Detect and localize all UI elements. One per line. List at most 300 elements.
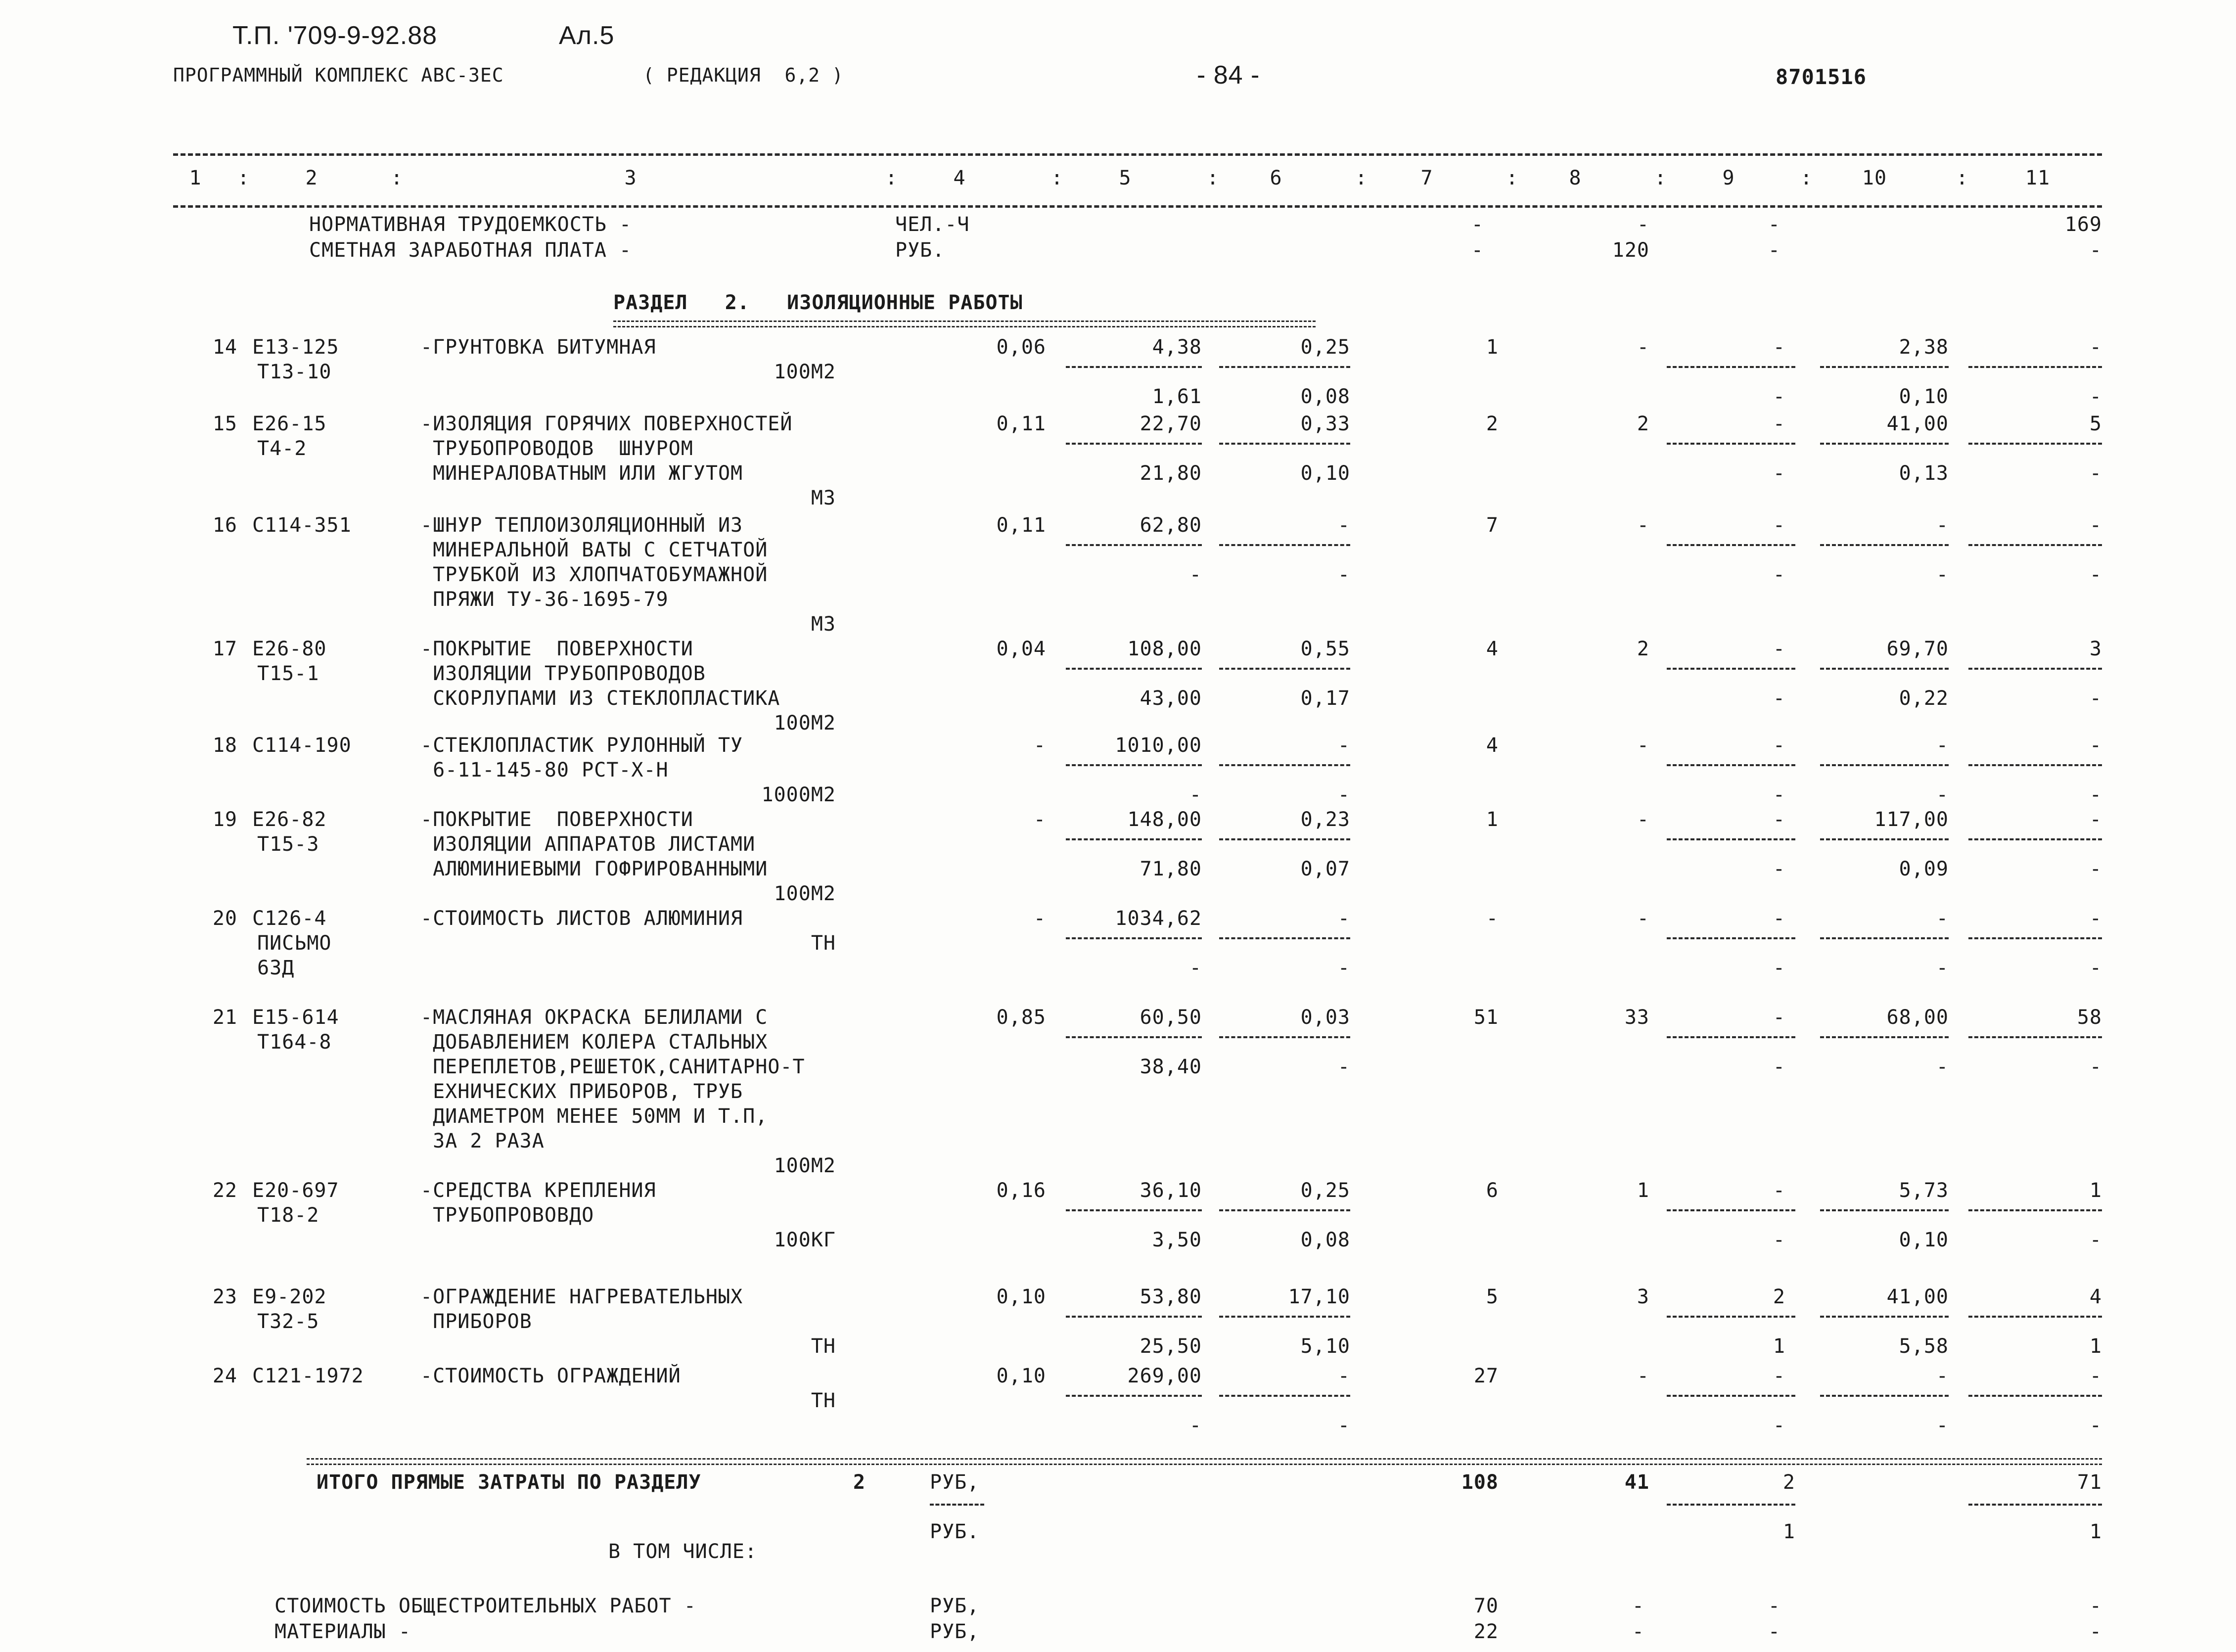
row-col5: 62,80 (1140, 514, 1202, 537)
row-col8: - (1637, 907, 1649, 930)
row-col11: - (2089, 336, 2102, 359)
row-code: Е26-15 (252, 413, 327, 435)
row-code: Е13-125 (252, 336, 339, 359)
row-code: Т15-1 (257, 662, 319, 685)
row-unit: 100М2 (774, 361, 836, 383)
row-col9: - (1773, 413, 1785, 435)
row-col5-sub: 43,00 (1140, 687, 1202, 710)
summary-col8: 120 (1612, 239, 1649, 262)
column-separator: : (1207, 167, 1220, 189)
row-underline (1820, 544, 1949, 546)
row-col10: 41,00 (1886, 413, 1949, 435)
row-col7: 7 (1486, 514, 1499, 537)
row-col7: 6 (1486, 1179, 1499, 1202)
row-col11: 3 (2089, 638, 2102, 660)
row-col11-sub: - (2089, 385, 2102, 408)
row-underline (1667, 1395, 1795, 1397)
summary-label: СМЕТНАЯ ЗАРАБОТНАЯ ПЛАТА - (309, 239, 632, 262)
row-unit: 1000М2 (761, 783, 836, 806)
row-underline (1820, 443, 1949, 445)
row-description: -ГРУНТОВКА БИТУМНАЯ (420, 336, 656, 359)
row-col11-sub: 1 (2089, 1335, 2102, 1358)
row-col9-sub: - (1773, 385, 1785, 408)
section-title-underline (613, 321, 1316, 327)
summary-col7: - (1471, 239, 1484, 262)
column-separator: : (885, 167, 898, 189)
row-col6-sub: - (1337, 957, 1350, 979)
row-col9: - (1773, 638, 1785, 660)
row-col11: - (2089, 907, 2102, 930)
totals-underline (1968, 1504, 2102, 1506)
program-edition: ( РЕДАКЦИЯ 6,2 ) (643, 64, 844, 86)
column-number-1: 1 (189, 167, 202, 189)
row-number: 23 (212, 1285, 237, 1308)
row-col4: 0,10 (996, 1285, 1046, 1308)
row-col10-sub: 0,10 (1899, 1229, 1949, 1251)
column-number-11: 11 (2025, 167, 2051, 189)
row-col11-sub: - (2089, 1055, 2102, 1078)
row-col11: 4 (2089, 1285, 2102, 1308)
row-underline (1219, 1209, 1350, 1211)
row-col6-sub: 0,07 (1300, 858, 1350, 880)
row-col4: 0,16 (996, 1179, 1046, 1202)
row-col9-sub: - (1773, 563, 1785, 586)
row-col11-sub: - (2089, 563, 2102, 586)
page-number: - 84 - (1197, 61, 1260, 90)
totals-col7: 108 (1461, 1471, 1499, 1494)
breakdown-col8: - (1632, 1620, 1644, 1643)
row-code: С126-4 (252, 907, 327, 930)
row-col6: 17,10 (1288, 1285, 1350, 1308)
row-col9-sub: - (1773, 1414, 1785, 1437)
summary-col9: - (1768, 213, 1780, 236)
row-col11: - (2089, 734, 2102, 757)
row-underline (1066, 1036, 1202, 1038)
row-unit: М3 (811, 613, 836, 636)
row-col6-sub: - (1337, 1414, 1350, 1437)
row-col7: 4 (1486, 734, 1499, 757)
row-col6: 0,33 (1300, 413, 1350, 435)
row-code: С121-1972 (252, 1365, 364, 1387)
row-col6-sub: - (1337, 783, 1350, 806)
row-number: 24 (212, 1365, 237, 1387)
totals-underline (1667, 1504, 1795, 1506)
row-col11-sub: - (2089, 1229, 2102, 1251)
row-col5: 36,10 (1140, 1179, 1202, 1202)
row-code: Е9-202 (252, 1285, 327, 1308)
row-col7: 2 (1486, 413, 1499, 435)
row-col6: 0,55 (1300, 638, 1350, 660)
column-separator: : (1654, 167, 1667, 189)
row-unit: 100М2 (774, 882, 836, 905)
row-underline (1968, 838, 2102, 840)
header-rule-bottom (173, 205, 2102, 208)
row-underline (1820, 1316, 1949, 1318)
row-underline (1968, 1209, 2102, 1211)
totals-label: ИТОГО ПРЯМЫЕ ЗАТРАТЫ ПО РАЗДЕЛУ (317, 1471, 701, 1494)
row-description: ДОБАВЛЕНИЕМ КОЛЕРА СТАЛЬНЫХ (420, 1031, 768, 1054)
row-col5-sub: 38,40 (1140, 1055, 1202, 1078)
row-col10-sub: - (1936, 1414, 1949, 1437)
row-col6-sub: 0,08 (1300, 1229, 1350, 1251)
row-col6: 0,23 (1300, 808, 1350, 831)
row-col11: 1 (2089, 1179, 2102, 1202)
row-code: Е15-614 (252, 1006, 339, 1029)
row-col10: 2,38 (1899, 336, 1949, 359)
row-col10: - (1936, 907, 1949, 930)
row-col7: 5 (1486, 1285, 1499, 1308)
row-col6: - (1337, 907, 1350, 930)
row-col6: - (1337, 734, 1350, 757)
row-description: СКОРЛУПАМИ ИЗ СТЕКЛОПЛАСТИКА (420, 687, 780, 710)
row-code: Т18-2 (257, 1204, 319, 1227)
row-underline (1667, 1316, 1795, 1318)
row-code: 63Д (257, 957, 295, 979)
row-unit: 100М2 (774, 712, 836, 734)
summary-col7: - (1471, 213, 1484, 236)
column-separator: : (1506, 167, 1519, 189)
column-number-3: 3 (624, 167, 637, 189)
row-col4: - (1033, 808, 1046, 831)
row-description: ДИАМЕТРОМ МЕНЕЕ 50ММ И Т.П, (420, 1105, 768, 1128)
row-code: Т164-8 (257, 1031, 332, 1054)
row-col9: - (1773, 907, 1785, 930)
row-underline (1667, 838, 1795, 840)
row-col11: - (2089, 808, 2102, 831)
row-number: 22 (212, 1179, 237, 1202)
row-col8: - (1637, 808, 1649, 831)
row-underline (1820, 366, 1949, 368)
row-underline (1066, 1209, 1202, 1211)
row-description: 6-11-145-80 РСТ-Х-Н (420, 759, 669, 781)
row-underline (1066, 838, 1202, 840)
row-col10: 69,70 (1886, 638, 1949, 660)
row-description: ПРЯЖИ ТУ-36-1695-79 (420, 588, 669, 611)
row-col6: 0,25 (1300, 336, 1350, 359)
row-underline (1066, 1316, 1202, 1318)
row-unit: М3 (811, 487, 836, 509)
row-col5: 4,38 (1152, 336, 1202, 359)
row-description: ЗА 2 РАЗА (420, 1130, 545, 1152)
row-col11: 58 (2077, 1006, 2102, 1029)
row-col9-sub: - (1773, 687, 1785, 710)
row-description: АЛЮМИНИЕВЫМИ ГОФРИРОВАННЫМИ (420, 858, 768, 880)
row-underline (1667, 668, 1795, 670)
row-col5: 22,70 (1140, 413, 1202, 435)
row-underline (1219, 838, 1350, 840)
row-col5: 53,80 (1140, 1285, 1202, 1308)
totals-rule (307, 1458, 2102, 1465)
row-description: -ОГРАЖДЕНИЕ НАГРЕВАТЕЛЬНЫХ (420, 1285, 743, 1308)
totals-col9: 2 (1782, 1471, 1795, 1494)
row-code: С114-351 (252, 514, 352, 537)
row-col8: 33 (1624, 1006, 1649, 1029)
row-col4: 0,11 (996, 514, 1046, 537)
row-code: Е26-80 (252, 638, 327, 660)
row-col4: 0,06 (996, 336, 1046, 359)
row-number: 21 (212, 1006, 237, 1029)
row-col5: 269,00 (1127, 1365, 1202, 1387)
totals-section: 2 (853, 1471, 866, 1494)
row-col4: 0,11 (996, 413, 1046, 435)
row-col10-sub: - (1936, 783, 1949, 806)
row-col11-sub: - (2089, 462, 2102, 485)
row-code: Т4-2 (257, 437, 307, 460)
summary-col11: - (2089, 239, 2102, 262)
row-description: -МАСЛЯНАЯ ОКРАСКА БЕЛИЛАМИ С (420, 1006, 768, 1029)
row-col6: - (1337, 1365, 1350, 1387)
row-description: -СТОИМОСТЬ ОГРАЖДЕНИЙ (420, 1365, 681, 1387)
row-underline (1066, 668, 1202, 670)
row-underline (1667, 937, 1795, 939)
row-col11-sub: - (2089, 957, 2102, 979)
header-rule-top (173, 153, 2102, 156)
breakdown-unit: РУБ, (930, 1595, 980, 1617)
summary-col11: 169 (2064, 213, 2102, 236)
row-unit: 100КГ (774, 1229, 836, 1251)
row-description: -СРЕДСТВА КРЕПЛЕНИЯ (420, 1179, 656, 1202)
row-col5-sub: - (1189, 957, 1202, 979)
row-underline (1219, 937, 1350, 939)
row-col8: 3 (1637, 1285, 1649, 1308)
breakdown-label: СТОИМОСТЬ ОБЩЕСТРОИТЕЛЬНЫХ РАБОТ - (274, 1595, 696, 1617)
row-col10-sub: - (1936, 563, 1949, 586)
row-underline (1968, 544, 2102, 546)
row-number: 19 (212, 808, 237, 831)
row-number: 20 (212, 907, 237, 930)
row-col11: - (2089, 514, 2102, 537)
row-underline (1219, 764, 1350, 766)
row-underline (1219, 1316, 1350, 1318)
row-col11-sub: - (2089, 1414, 2102, 1437)
row-description: ПРИБОРОВ (420, 1310, 532, 1333)
row-underline (1820, 1395, 1949, 1397)
row-col9: 2 (1773, 1285, 1785, 1308)
row-col9: - (1773, 1179, 1785, 1202)
row-underline (1066, 544, 1202, 546)
row-unit: ТН (811, 1389, 836, 1412)
row-description: -ИЗОЛЯЦИЯ ГОРЯЧИХ ПОВЕРХНОСТЕЙ (420, 413, 793, 435)
row-col11-sub: - (2089, 687, 2102, 710)
row-underline (1066, 937, 1202, 939)
row-code: Е20-697 (252, 1179, 339, 1202)
row-col4: 0,10 (996, 1365, 1046, 1387)
column-number-7: 7 (1420, 167, 1433, 189)
row-code: Т13-10 (257, 361, 332, 383)
column-separator: : (1956, 167, 1969, 189)
totals-col11: 71 (2077, 1471, 2102, 1494)
row-underline (1219, 544, 1350, 546)
column-number-6: 6 (1270, 167, 1282, 189)
row-col7: 1 (1486, 336, 1499, 359)
row-col9: - (1773, 808, 1785, 831)
row-description: -СТЕКЛОПЛАСТИК РУЛОННЫЙ ТУ (420, 734, 743, 757)
row-underline (1066, 1395, 1202, 1397)
row-col7: - (1486, 907, 1499, 930)
column-separator: : (1051, 167, 1064, 189)
totals-col11-sub: 1 (2089, 1520, 2102, 1543)
row-col9: - (1773, 336, 1785, 359)
row-underline (1066, 764, 1202, 766)
row-underline (1968, 937, 2102, 939)
row-underline (1968, 1395, 2102, 1397)
row-col5-sub: - (1189, 1414, 1202, 1437)
row-unit: ТН (811, 932, 836, 955)
row-underline (1219, 366, 1350, 368)
row-col9-sub: 1 (1773, 1335, 1785, 1358)
row-col10-sub: - (1936, 957, 1949, 979)
row-underline (1968, 764, 2102, 766)
row-underline (1820, 668, 1949, 670)
row-col8: - (1637, 514, 1649, 537)
row-col6-sub: - (1337, 1055, 1350, 1078)
row-col10: 5,73 (1899, 1179, 1949, 1202)
row-col6: 0,25 (1300, 1179, 1350, 1202)
column-number-8: 8 (1569, 167, 1582, 189)
program-name: ПРОГРАММНЫЙ КОМПЛЕКС АВС-ЗЕС (173, 64, 504, 86)
row-col10: 117,00 (1874, 808, 1949, 831)
row-description: -ПОКРЫТИЕ ПОВЕРХНОСТИ (420, 638, 693, 660)
row-code: ПИСЬМО (257, 932, 332, 955)
row-col11-sub: - (2089, 858, 2102, 880)
row-unit: ТН (811, 1335, 836, 1358)
row-underline (1820, 838, 1949, 840)
album-number: Ал.5 (559, 21, 615, 50)
row-col10-sub: - (1936, 1055, 1949, 1078)
row-col10: 41,00 (1886, 1285, 1949, 1308)
row-underline (1820, 764, 1949, 766)
row-description: -СТОИМОСТЬ ЛИСТОВ АЛЮМИНИЯ (420, 907, 743, 930)
row-col10: 68,00 (1886, 1006, 1949, 1029)
row-description: МИНЕРАЛЬНОЙ ВАТЫ С СЕТЧАТОЙ (420, 539, 768, 561)
row-col5: 1034,62 (1115, 907, 1202, 930)
column-separator: : (1355, 167, 1368, 189)
column-number-4: 4 (953, 167, 966, 189)
breakdown-col8: - (1632, 1595, 1644, 1617)
column-number-10: 10 (1862, 167, 1887, 189)
row-underline (1968, 443, 2102, 445)
row-underline (1667, 1036, 1795, 1038)
row-underline (1968, 668, 2102, 670)
row-underline (1066, 443, 1202, 445)
row-underline (1968, 1316, 2102, 1318)
row-underline (1667, 443, 1795, 445)
row-col7: 4 (1486, 638, 1499, 660)
row-col10-sub: 5,58 (1899, 1335, 1949, 1358)
row-underline (1667, 1209, 1795, 1211)
row-col6: - (1337, 514, 1350, 537)
row-col10-sub: 0,22 (1899, 687, 1949, 710)
breakdown-label: МАТЕРИАЛЫ - (274, 1620, 411, 1643)
document-number: 8701516 (1776, 65, 1867, 89)
row-underline (1219, 1036, 1350, 1038)
row-col9-sub: - (1773, 957, 1785, 979)
row-col4: - (1033, 734, 1046, 757)
row-code: Т15-3 (257, 833, 319, 856)
row-col11: 5 (2089, 413, 2102, 435)
row-col7: 27 (1473, 1365, 1499, 1387)
row-col8: 2 (1637, 638, 1649, 660)
row-number: 16 (212, 514, 237, 537)
totals-unit: РУБ, (930, 1471, 980, 1494)
row-col11-sub: - (2089, 783, 2102, 806)
breakdown-col11: - (2089, 1595, 2102, 1617)
row-col6: 0,03 (1300, 1006, 1350, 1029)
row-description: ЕХНИЧЕСКИХ ПРИБОРОВ, ТРУБ (420, 1080, 743, 1103)
row-description: ТРУБОПРОВОДОВ ШНУРОМ (420, 437, 693, 460)
section-title: РАЗДЕЛ 2. ИЗОЛЯЦИОННЫЕ РАБОТЫ (613, 291, 1023, 314)
totals-unit-sub: РУБ. (930, 1520, 980, 1543)
row-col9: - (1773, 1365, 1785, 1387)
row-col5-sub: 1,61 (1152, 385, 1202, 408)
row-col10-sub: 0,09 (1899, 858, 1949, 880)
row-col6-sub: 5,10 (1300, 1335, 1350, 1358)
row-description: ПЕРЕПЛЕТОВ,РЕШЕТОК,САНИТАРНО-Т (420, 1055, 805, 1078)
row-col5-sub: 21,80 (1140, 462, 1202, 485)
column-separator: : (391, 167, 404, 189)
row-col9-sub: - (1773, 783, 1785, 806)
row-col5-sub: 3,50 (1152, 1229, 1202, 1251)
row-col5: 1010,00 (1115, 734, 1202, 757)
breakdown-col11: - (2089, 1620, 2102, 1643)
row-col4: 0,85 (996, 1006, 1046, 1029)
row-description: -ПОКРЫТИЕ ПОВЕРХНОСТИ (420, 808, 693, 831)
row-col6-sub: 0,10 (1300, 462, 1350, 485)
totals-unit-underline (930, 1504, 984, 1506)
doc-code: Т.П. '709-9-92.88 (232, 21, 438, 50)
row-col5-sub: - (1189, 783, 1202, 806)
row-col5: 148,00 (1127, 808, 1202, 831)
summary-label: НОРМАТИВНАЯ ТРУДОЕМКОСТЬ - (309, 213, 632, 236)
row-col5: 108,00 (1127, 638, 1202, 660)
row-code: Е26-82 (252, 808, 327, 831)
row-underline (1219, 443, 1350, 445)
row-description: ИЗОЛЯЦИИ АППАРАТОВ ЛИСТАМИ (420, 833, 756, 856)
row-col8: - (1637, 734, 1649, 757)
row-col4: 0,04 (996, 638, 1046, 660)
row-description: -ШНУР ТЕПЛОИЗОЛЯЦИОННЫЙ ИЗ (420, 514, 743, 537)
breakdown-col7: 70 (1473, 1595, 1499, 1617)
totals-col8: 41 (1624, 1471, 1649, 1494)
row-underline (1219, 668, 1350, 670)
row-col10: - (1936, 1365, 1949, 1387)
row-underline (1968, 366, 2102, 368)
including-label: В ТОМ ЧИСЛЕ: (608, 1540, 757, 1563)
row-col5-sub: 25,50 (1140, 1335, 1202, 1358)
row-number: 17 (212, 638, 237, 660)
column-separator: : (237, 167, 250, 189)
row-col9-sub: - (1773, 1055, 1785, 1078)
row-col10: - (1936, 734, 1949, 757)
row-col10: - (1936, 514, 1949, 537)
row-col6-sub: - (1337, 563, 1350, 586)
summary-unit: ЧЕЛ.-Ч (895, 213, 970, 236)
column-number-9: 9 (1722, 167, 1735, 189)
row-unit: 100М2 (774, 1154, 836, 1177)
row-col9-sub: - (1773, 1229, 1785, 1251)
row-underline (1219, 1395, 1350, 1397)
row-col9-sub: - (1773, 462, 1785, 485)
row-col5-sub: - (1189, 563, 1202, 586)
row-col10-sub: 0,10 (1899, 385, 1949, 408)
row-underline (1667, 764, 1795, 766)
row-number: 15 (212, 413, 237, 435)
row-col11: - (2089, 1365, 2102, 1387)
row-col9: - (1773, 734, 1785, 757)
row-col8: 1 (1637, 1179, 1649, 1202)
row-underline (1820, 937, 1949, 939)
row-col6-sub: 0,08 (1300, 385, 1350, 408)
